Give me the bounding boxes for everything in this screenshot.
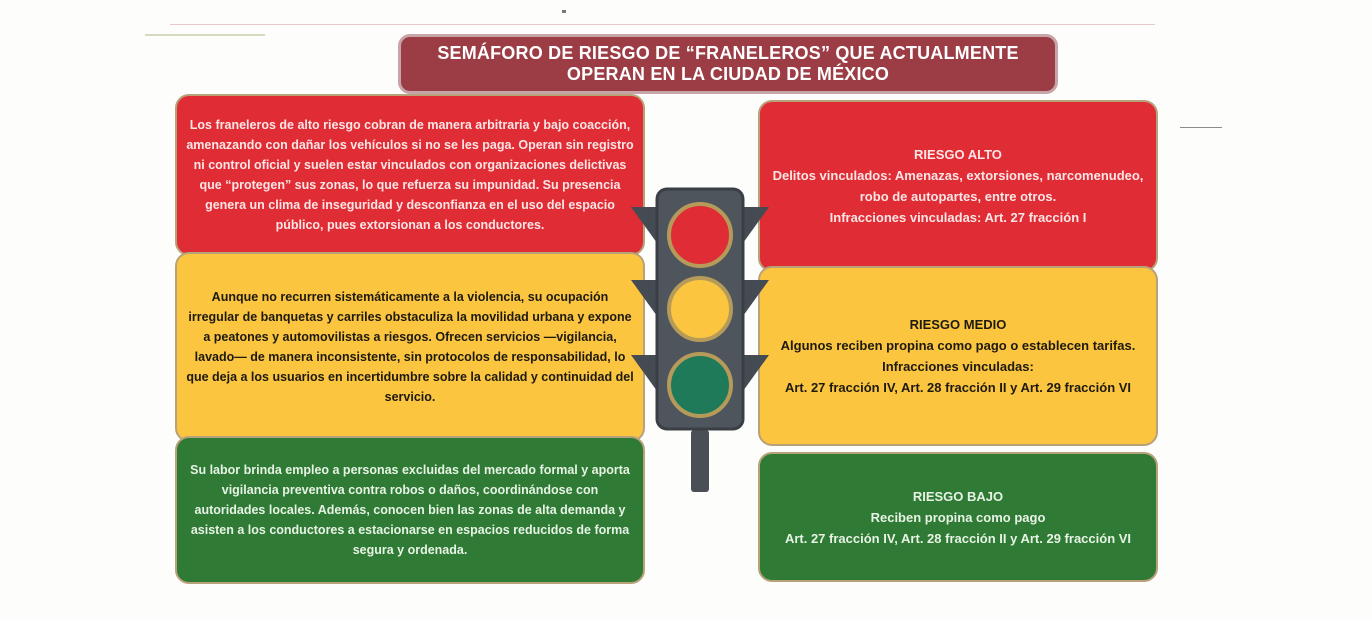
- scan-dot: [562, 10, 566, 13]
- low-risk-description: [175, 436, 645, 584]
- visor-left-top: [631, 207, 657, 243]
- high-risk-crimes: Delitos vinculados: Amenazas, extorsiones, narcomenudeo, robo de autopartes, entre otros.: [772, 168, 1144, 204]
- yellow-light: [669, 278, 731, 340]
- medium-risk-description-text: Aunque no recurren sistemáticamente a la violencia, su ocupación irregular de banquetas y carriles obstaculiza la movilidad urbana y expone a peatones y automovilistas a riesgos. Ofrecen servicios —vigilancia, lavado— de manera inconsistente, sin protocolos de responsabilidad, lo que deja a los usuarios en incertidumbre sobre la calidad y continuidad del servicio.: [186, 290, 634, 404]
- low-risk-payment: Reciben propina como pago: [870, 509, 1046, 525]
- visor-right-top: [743, 207, 769, 243]
- medium-risk-summary: [758, 266, 1158, 446]
- top-rule: [170, 24, 1155, 25]
- red-light: [669, 204, 731, 266]
- low-risk-heading: RIESGO BAJO: [912, 488, 1004, 504]
- medium-risk-articles: Art. 27 fracción IV, Art. 28 fracción II y Art. 29 fracción VI: [784, 380, 1132, 395]
- medium-risk-payment: Algunos reciben propina como pago o establecen tarifas.: [780, 338, 1136, 353]
- traffic-light-icon: [625, 185, 775, 500]
- page-title: [398, 34, 1058, 94]
- scan-dash: [1180, 127, 1222, 128]
- visor-right-bottom: [743, 355, 769, 391]
- visor-right-middle: [743, 280, 769, 316]
- low-risk-articles: Art. 27 fracción IV, Art. 28 fracción II y Art. 29 fracción VI: [784, 530, 1132, 546]
- visor-left-bottom: [631, 355, 657, 391]
- title-text: SEMÁFORO DE RIESGO DE “FRANELEROS” QUE ACTUALMENTE OPERAN EN LA CIUDAD DE MÉXICO: [437, 43, 1019, 84]
- low-risk-description-text: Su labor brinda empleo a personas excluidas del mercado formal y aporta vigilancia preventiva contra robos o daños, coordinándose con autoridades locales. Además, conocen bien las zonas de alta demanda y asisten a los conductores a estacionarse en espacios reducidos de forma segura y ordenada.: [190, 463, 630, 557]
- high-risk-summary: [758, 100, 1158, 272]
- medium-risk-infractions-label: Infracciones vinculadas:: [882, 359, 1034, 374]
- medium-risk-heading: RIESGO MEDIO: [909, 317, 1007, 332]
- high-risk-heading: RIESGO ALTO: [914, 147, 1002, 162]
- low-risk-summary: [758, 452, 1158, 582]
- traffic-light-pole: [691, 430, 709, 492]
- high-risk-description: [175, 94, 645, 256]
- scan-mark: [145, 34, 265, 36]
- high-risk-infractions: Infracciones vinculadas: Art. 27 fracción I: [829, 210, 1087, 225]
- medium-risk-description: [175, 252, 645, 442]
- visor-left-middle: [631, 280, 657, 316]
- green-light: [669, 354, 731, 416]
- high-risk-description-text: Los franeleros de alto riesgo cobran de manera arbitraria y bajo coacción, amenazando con dañar los vehículos si no se les paga. Operan sin registro ni control oficial y suelen estar vinculados con organizaciones delictivas que “protegen” sus zonas, lo que refuerza su impunidad. Su presencia genera un clima de inseguridad y desconfianza en el uso del espacio público, pues extorsionan a los conductores.: [186, 118, 634, 232]
